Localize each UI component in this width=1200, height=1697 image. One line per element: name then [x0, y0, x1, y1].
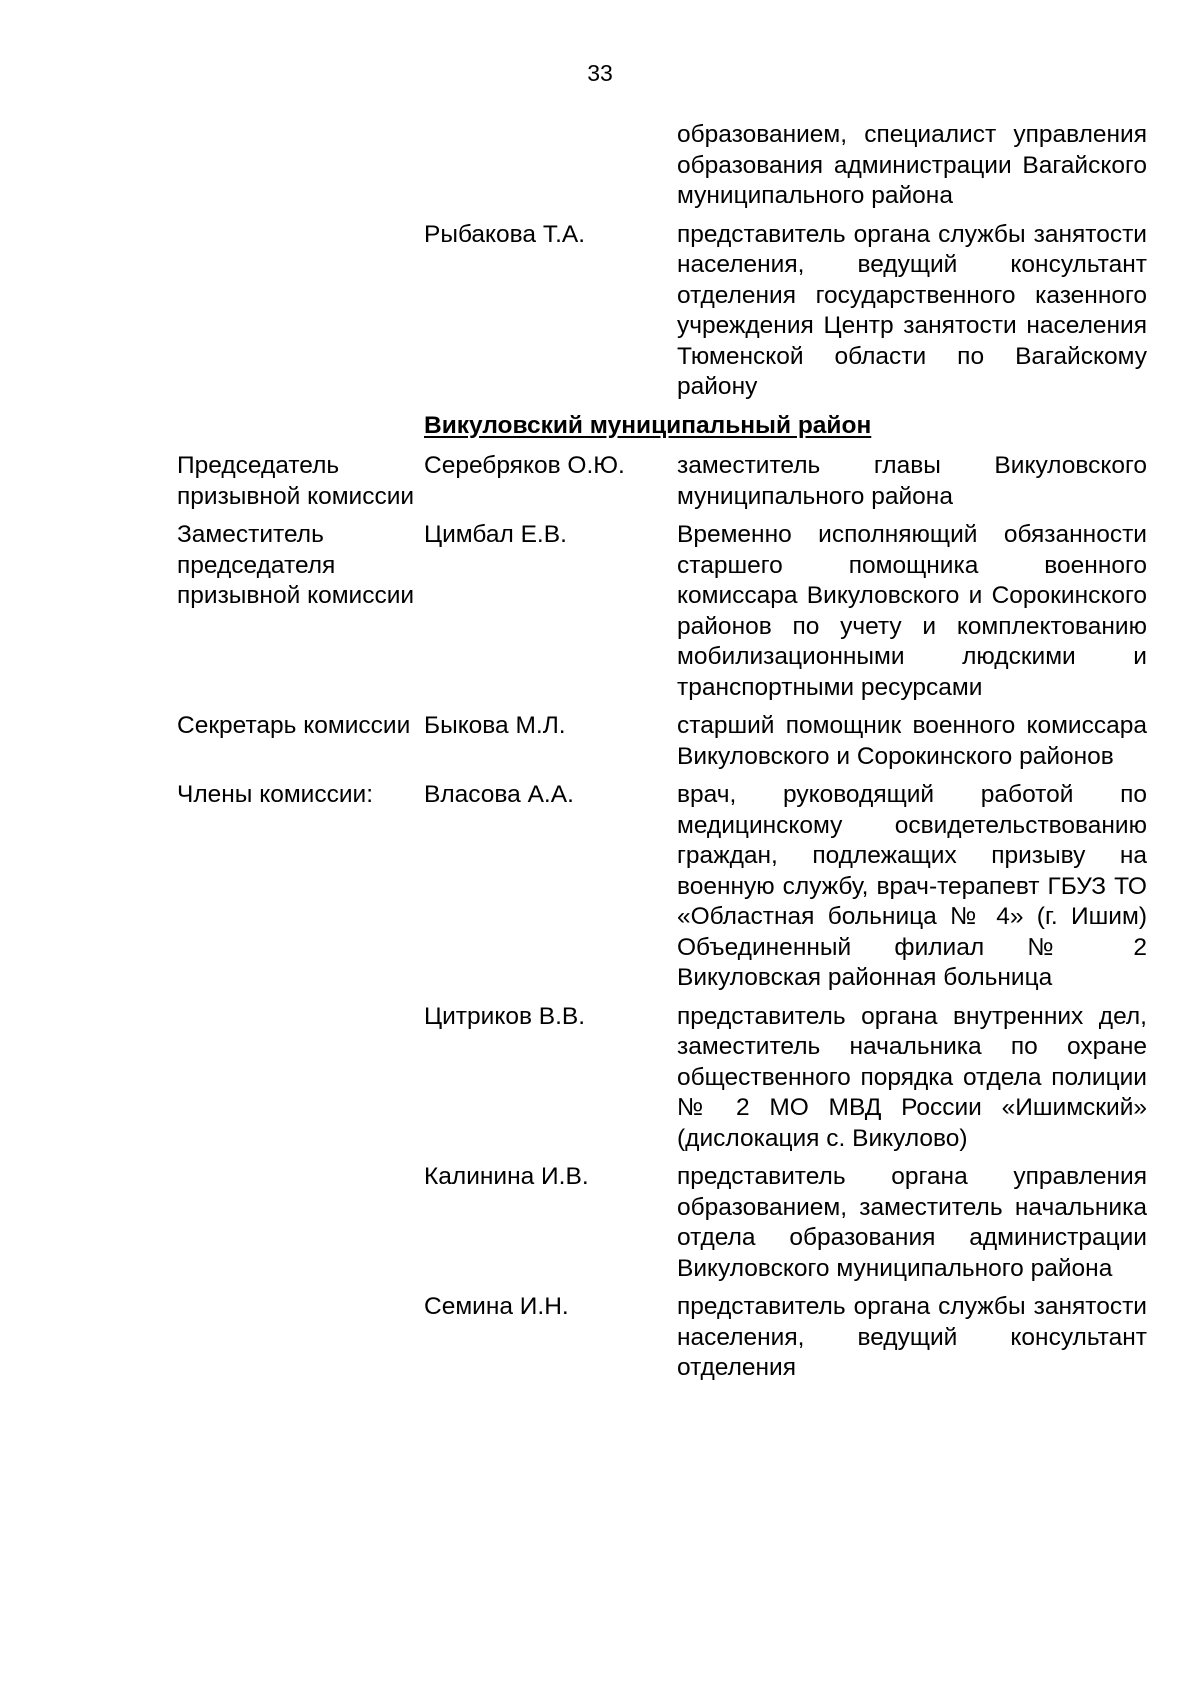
list-item — [177, 120, 1147, 212]
member-description: старший помощник военного комиссара Викуловского и Сорокинского районов — [677, 712, 1147, 770]
member-role: Члены комиссии: — [177, 781, 374, 808]
member-role: Секретарь комиссии — [177, 712, 411, 739]
member-role: Заместитель председателя призывной комиссии — [177, 521, 415, 609]
document-body — [177, 120, 1147, 1392]
member-name: Серебряков О.Ю. — [424, 452, 625, 479]
list-item — [177, 1292, 1147, 1384]
member-name: Цитриков В.В. — [424, 1002, 586, 1030]
member-name: Быкова М.Л. — [424, 712, 566, 739]
member-role: Председатель призывной комиссии — [177, 452, 415, 510]
member-name: Калинина И.В. — [424, 1163, 589, 1190]
member-name: Власова А.А. — [424, 781, 574, 808]
member-name: Цимбал Е.В. — [424, 521, 567, 548]
member-description: врач, руководящий работой по медицинскому освидетельствованию граждан, подлежащих призыву на военную службу, врач-терапевт ГБУЗ ТО «Областная больница № 4» (г. Ишим) Объединенный филиал № 2 Викуловская районная больница — [677, 781, 1147, 991]
section-title: Викуловский муниципальный район — [424, 411, 872, 439]
member-description: представитель органа управления образованием, заместитель начальника отдела образования администрации Викуловского муниципального района — [677, 1163, 1147, 1282]
member-name: Рыбакова Т.А. — [424, 220, 586, 248]
member-description: представитель органа внутренних дел, заместитель начальника по охране общественного порядка отдела полиции № 2 МО МВД России «Ишимский» (дислокация с. Викулово) — [677, 1002, 1147, 1152]
list-item — [177, 1002, 1147, 1155]
member-description: Временно исполняющий обязанности старшего помощника военного комиссара Викуловского и Сорокинского районов по учету и комплектованию мобилизационными людскими и транспортными ресурсами — [677, 521, 1147, 701]
member-description: заместитель главы Викуловского муниципального района — [677, 452, 1147, 510]
member-description: представитель органа службы занятости населения, ведущий консультант отделения — [677, 1293, 1147, 1381]
list-item — [177, 451, 1147, 512]
page-number: 33 — [587, 60, 613, 86]
list-item — [177, 1162, 1147, 1284]
member-name: Семина И.Н. — [424, 1293, 569, 1320]
list-item — [177, 711, 1147, 772]
member-description: образованием, специалист управления образования администрации Вагайского муниципального района — [677, 121, 1147, 209]
list-item — [177, 520, 1147, 703]
list-item — [177, 780, 1147, 994]
member-description: представитель органа службы занятости населения, ведущий консультант отделения государственного казенного учреждения Центр занятости населения Тюменской области по Вагайскому району — [677, 220, 1147, 400]
list-item — [177, 220, 1147, 403]
